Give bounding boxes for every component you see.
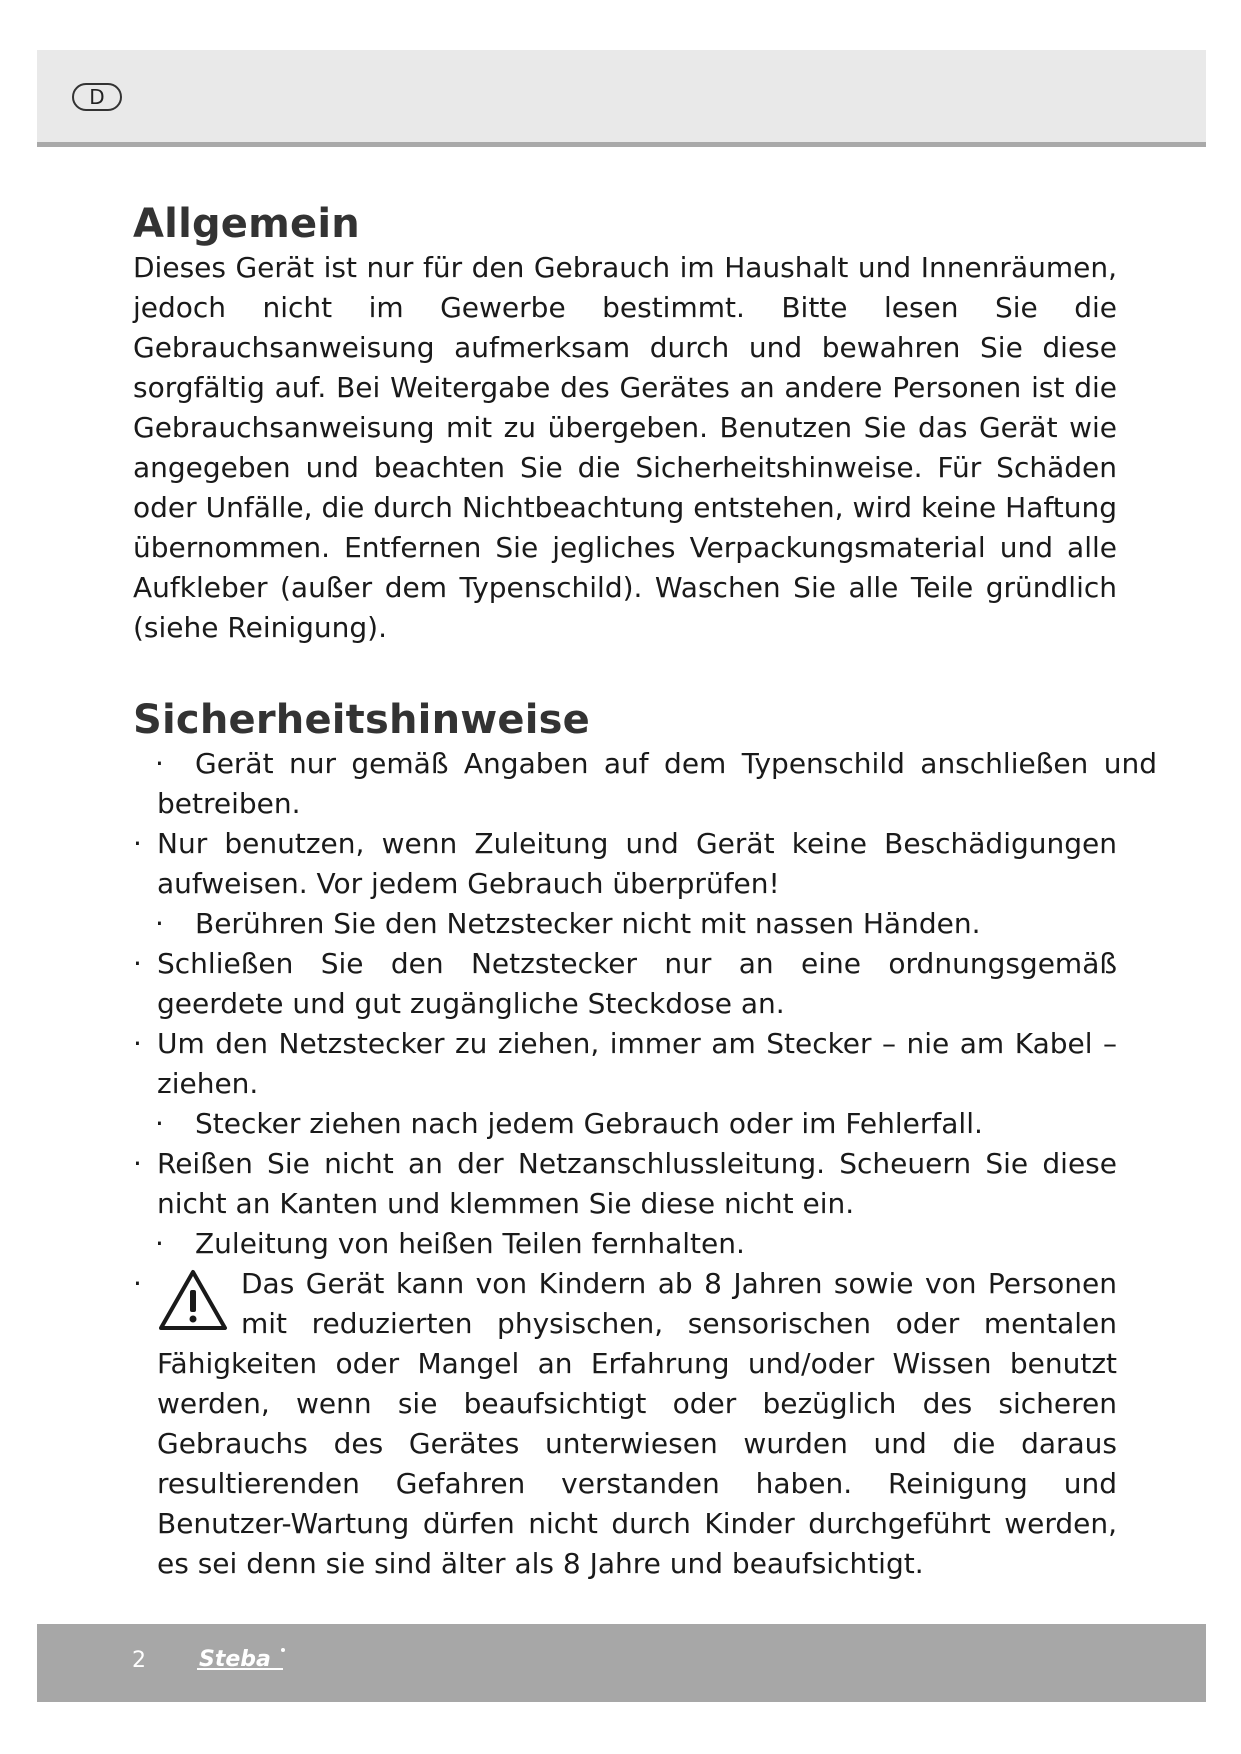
language-badge: D: [72, 83, 122, 111]
brand-logo: [197, 1642, 287, 1676]
bullet-dot: ·: [133, 1027, 142, 1060]
warning-list-item: · Das Gerät kann von Kindern ab 8 Jahren sowie von Personen mit reduzierten physischen, sensorischen oder mentalen Fähigkeiten oder Mangel an Erfahrung und/oder Wissen benutzt werden, wenn sie beaufsichtigt oder bezüglich des sicheren Gebrauchs des Gerätes unterwiesen wurden und die daraus resultierenden Gefahren verstanden haben. Reinigung und Benutzer-Wartung dürfen nicht durch Kinder durchgeführt werden, es sei denn sie sind älter als 8 Jahre und beaufsichtigt.: [133, 1264, 1117, 1584]
section-sicherheitshinweise: [133, 696, 1157, 1584]
section-allgemein: [133, 200, 1133, 648]
list-item: · Nur benutzen, wenn Zuleitung und Gerät keine Beschädigungen aufweisen. Vor jedem Gebrauch überprüfen!: [133, 824, 1117, 904]
list-item: · Schließen Sie den Netzstecker nur an eine ordnungsgemäß geerdete und gut zugängliche Steckdose an.: [133, 944, 1117, 1024]
bullet-dot: ·: [155, 1227, 164, 1260]
list-item: · Berühren Sie den Netzstecker nicht mit nassen Händen.: [133, 904, 1117, 944]
footer-band: [37, 1624, 1206, 1702]
header-band: [37, 50, 1206, 147]
brand-logo-text: Steba: [199, 1647, 271, 1672]
list-item: · Um den Netzstecker zu ziehen, immer am Stecker – nie am Kabel – ziehen.: [133, 1024, 1117, 1104]
bullet-dot: ·: [155, 747, 164, 780]
bullet-dot: ·: [133, 827, 142, 860]
warning-triangle-icon: [157, 1268, 229, 1332]
bullet-dot: ·: [155, 907, 164, 940]
list-item: · Zuleitung von heißen Teilen fernhalten.: [133, 1224, 1117, 1264]
section-title: Sicherheitshinweise: [133, 697, 591, 743]
list-item: · Reißen Sie nicht an der Netzanschlussleitung. Scheuern Sie diese nicht an Kanten und klemmen Sie diese nicht ein.: [133, 1144, 1117, 1224]
list-item: · Stecker ziehen nach jedem Gebrauch oder im Fehlerfall.: [133, 1104, 1117, 1144]
bullet-dot: ·: [133, 1147, 142, 1180]
bullet-dot: ·: [133, 947, 142, 980]
section-title: Allgemein: [133, 201, 360, 247]
safety-list: [133, 744, 1157, 1584]
section-body: Dieses Gerät ist nur für den Gebrauch im Haushalt und Innenräumen, jedoch nicht im Gewerbe bestimmt. Bitte lesen Sie die Gebrauchsanweisung aufmerksam durch und bewahren Sie diese sorgfältig auf. Bei Weitergabe des Gerätes an andere Personen ist die Gebrauchsanweisung mit zu übergeben. Benutzen Sie das Gerät wie angegeben und beachten Sie die Sicherheitshinweise. Für Schäden oder Unfälle, die durch Nichtbeachtung entstehen, wird keine Haftung übernommen. Entfernen Sie jegliches Verpackungsmaterial und alle Aufkleber (außer dem Typenschild). Waschen Sie alle Teile gründlich (siehe Reinigung).: [133, 251, 1117, 644]
page-number: 2: [132, 1648, 146, 1673]
bullet-dot: ·: [155, 1107, 164, 1140]
list-item: · Gerät nur gemäß Angaben auf dem Typenschild anschließen und betreiben.: [133, 744, 1157, 824]
bullet-dot: ·: [133, 1267, 142, 1300]
page-content: [133, 200, 1157, 1584]
